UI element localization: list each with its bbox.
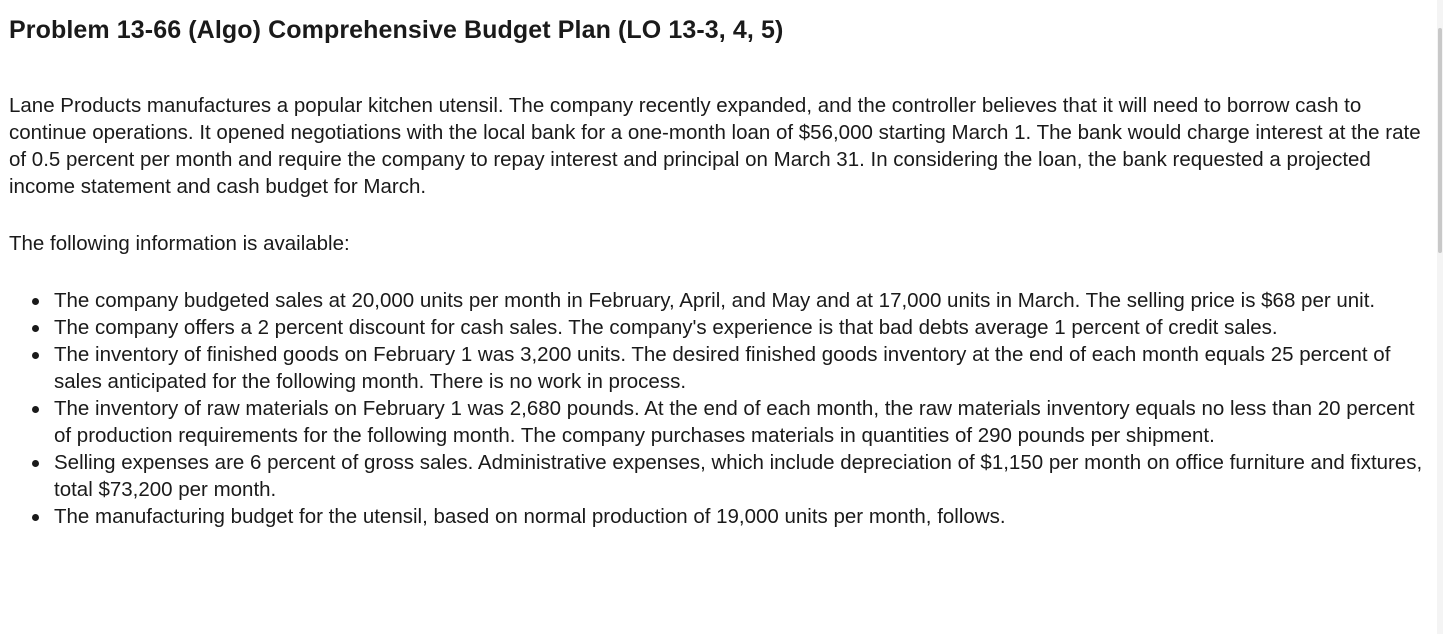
bullet-icon — [32, 325, 39, 332]
facts-list — [9, 287, 1427, 530]
info-lead-text: The following information is available: — [9, 232, 350, 255]
list-item — [54, 503, 1427, 530]
vertical-scrollbar[interactable] — [1437, 0, 1443, 634]
list-item — [54, 395, 1427, 449]
fact-text: The inventory of finished goods on February 1 was 3,200 units. The desired finished goods inventory at the end of each month equals 25 percent of sales anticipated for the following month. There is no work in process. — [54, 343, 1391, 393]
fact-text: The company offers a 2 percent discount for cash sales. The company's experience is that bad debts average 1 percent of credit sales. — [54, 316, 1278, 339]
bullet-icon — [32, 406, 39, 413]
problem-title: Problem 13-66 (Algo) Comprehensive Budget Plan (LO 13-3, 4, 5) — [9, 16, 784, 44]
fact-text: Selling expenses are 6 percent of gross sales. Administrative expenses, which include depreciation of $1,150 per month on office furniture and fixtures, total $73,200 per month. — [54, 451, 1423, 501]
fact-text: The company budgeted sales at 20,000 units per month in February, April, and May and at 17,000 units in March. The selling price is $68 per unit. — [54, 289, 1376, 312]
bullet-icon — [32, 352, 39, 359]
list-item — [54, 341, 1427, 395]
problem-content — [9, 0, 1427, 530]
fact-text: The inventory of raw materials on February 1 was 2,680 pounds. At the end of each month, the raw materials inventory equals no less than 20 percent of production requirements for the following month. The company purchases materials in quantities of 290 pounds per shipment. — [54, 397, 1415, 447]
scrollbar-thumb[interactable] — [1438, 28, 1442, 253]
bullet-icon — [32, 514, 39, 521]
fact-text: The manufacturing budget for the utensil, based on normal production of 19,000 units per month, follows. — [54, 505, 1006, 528]
list-item — [54, 287, 1427, 314]
bullet-icon — [32, 298, 39, 305]
list-item — [54, 314, 1427, 341]
problem-intro-paragraph: Lane Products manufactures a popular kitchen utensil. The company recently expanded, and the controller believes that it will need to borrow cash to continue operations. It opened negotiations with the local bank for a one-month loan of $56,000 starting March 1. The bank would charge interest at the rate of 0.5 percent per month and require the company to repay interest and principal on March 31. In considering the loan, the bank requested a projected income statement and cash budget for March. — [9, 94, 1421, 198]
list-item — [54, 449, 1427, 503]
bullet-icon — [32, 460, 39, 467]
